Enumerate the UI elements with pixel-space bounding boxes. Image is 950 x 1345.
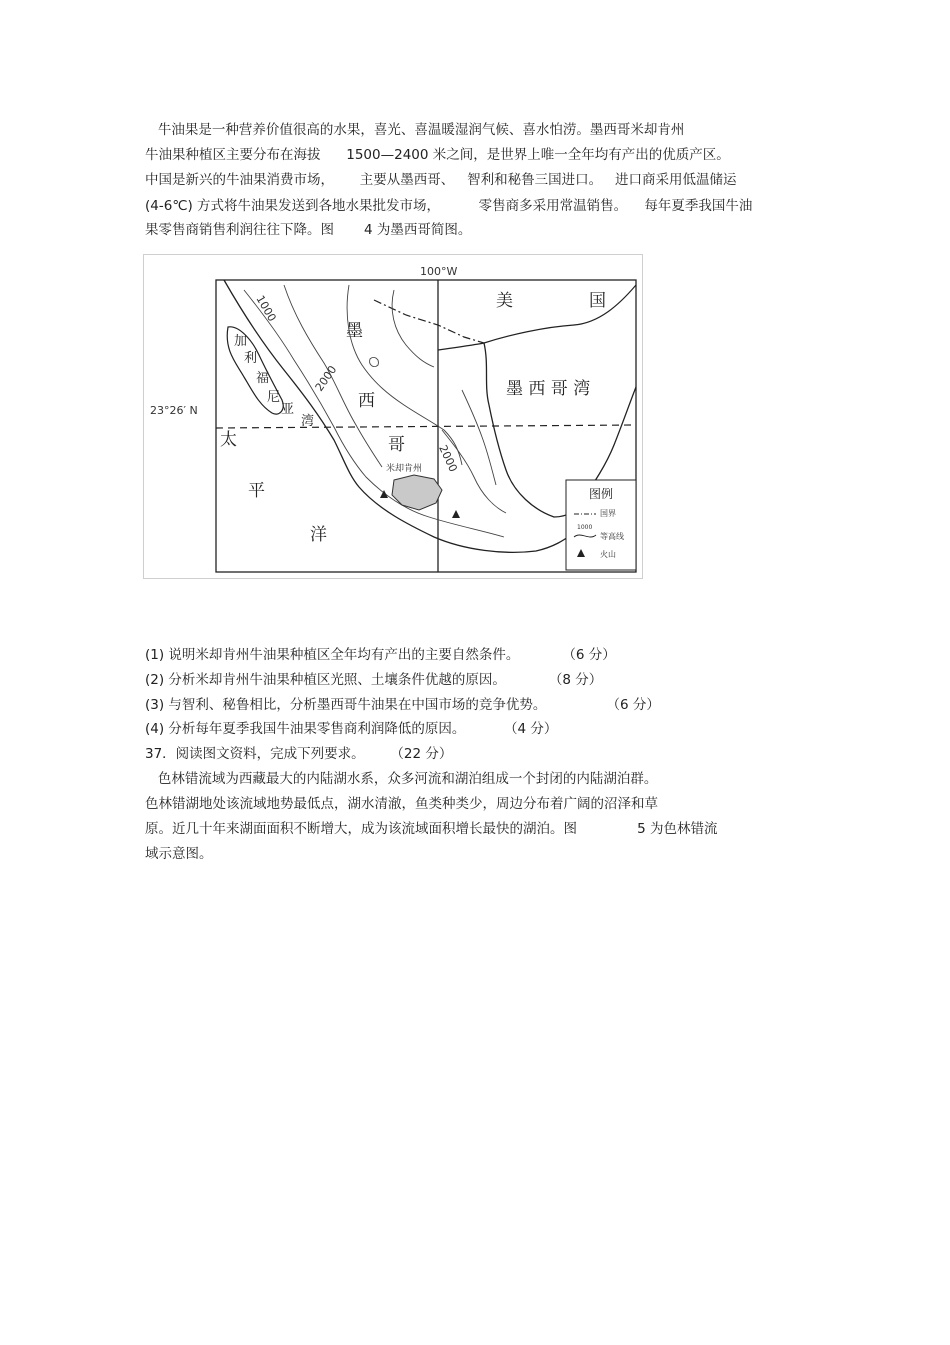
question-line: (3) 与智利、秘鲁相比，分析墨西哥牛油果在中国市场的竞争优势。 （6 分） — [145, 697, 660, 713]
question-heading: 37．阅读图文资料，完成下列要求。 （22 分） — [145, 746, 453, 762]
passage-line: 色林错湖地处该流域地势最低点，湖水清澈，鱼类种类少，周边分布着广阔的沼泽和草 — [145, 796, 658, 812]
legend-contour-label: 等高线 — [600, 532, 624, 541]
passage-line: 原。近几十年来湖面面积不断增大，成为该流域面积增长最快的湖泊。图 5 为色林错流 — [145, 821, 718, 837]
contour-label-2000: 2000 — [436, 443, 460, 474]
gulf-california-char: 湾 — [301, 414, 315, 429]
gulf-of-mexico-label: 墨 西 哥 湾 — [506, 379, 591, 399]
map-drawing — [144, 255, 644, 580]
legend-volcano-label: 火山 — [600, 550, 616, 559]
michoacan-label: 米却肯州 — [386, 464, 423, 474]
contour-label-1000: 1000 — [253, 293, 279, 324]
gulf-california-char: 尼 — [267, 390, 281, 405]
gulf-california-char: 亚 — [281, 402, 295, 417]
contour-label-2000: 2000 — [312, 363, 340, 394]
legend-border-label: 国界 — [600, 509, 616, 518]
legend-contour-sample: 1000 — [577, 524, 593, 531]
mexico-label-char: 西 — [358, 391, 375, 411]
question-line: (1) 说明米却肯州牛油果种植区全年均有产出的主要自然条件。 （6 分） — [145, 647, 616, 663]
pacific-label-char: 平 — [248, 481, 265, 501]
gulf-california-char: 利 — [244, 351, 258, 366]
usa-label-char: 国 — [589, 291, 606, 311]
gulf-california-char: 加 — [234, 334, 248, 349]
pacific-label-char: 洋 — [310, 525, 327, 545]
legend-title: 图例 — [589, 487, 614, 501]
question-line: (2) 分析米却肯州牛油果种植区光照、土壤条件优越的原因。 （8 分） — [145, 672, 603, 688]
mexico-label-char: 墨 — [346, 321, 363, 341]
pacific-label-char: 太 — [220, 430, 237, 450]
question-line: (4) 分析每年夏季我国牛油果零售商利润降低的原因。 （4 分） — [145, 721, 558, 737]
mexico-label-char: 哥 — [388, 435, 405, 455]
passage-line: (4-6℃) 方式将牛油果发送到各地水果批发市场， 零售商多采用常温销售。 每年夏季我国牛油 — [145, 198, 753, 214]
gulf-california-char: 福 — [256, 371, 270, 386]
tropic-label: 23°26′ N — [150, 404, 198, 417]
passage-line: 色林错流域为西藏最大的内陆湖水系，众多河流和湖泊组成一个封闭的内陆湖泊群。 — [145, 771, 658, 787]
passage-line: 域示意图。 — [145, 846, 213, 862]
passage-line: 果零售商销售利润往往下降。图 4 为墨西哥简图。 — [145, 222, 472, 238]
usa-label-char: 美 — [496, 291, 513, 311]
passage-line: 牛油果种植区主要分布在海拔 1500—2400 米之间，是世界上唯一全年均有产出的优质产区。 — [145, 147, 730, 163]
passage-line: 中国是新兴的牛油果消费市场， 主要从墨西哥、 智利和秘鲁三国进口。 进口商采用低温储运 — [145, 172, 737, 188]
meridian-label: 100°W — [420, 265, 458, 278]
passage-line: 牛油果是一种营养价值很高的水果，喜光、喜温暖湿润气候、喜水怕涝。墨西哥米却肯州 — [145, 122, 685, 138]
mexico-map — [143, 254, 643, 579]
